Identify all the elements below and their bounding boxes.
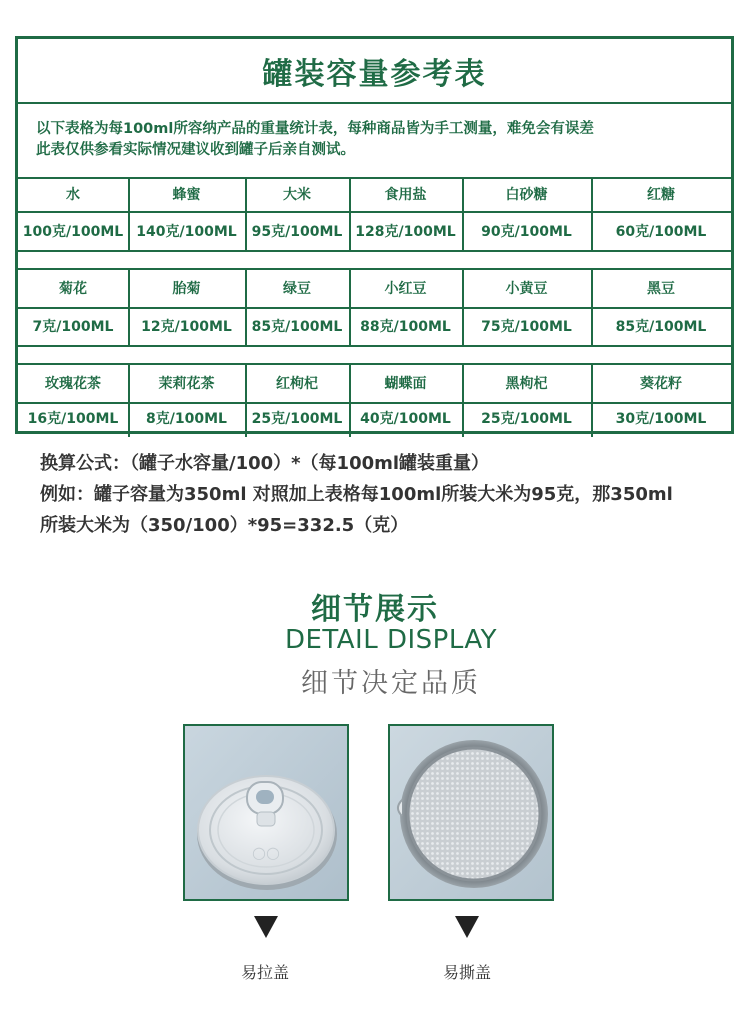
table-cell-name: 玫瑰花茶: [45, 375, 101, 392]
down-arrow-icon: [455, 916, 479, 938]
note-line-2: 此表仅供参看实际情况建议收到罐子后亲自测试。: [36, 142, 355, 158]
table-cell-name: 菊花: [59, 280, 87, 297]
table-cell-name: 黑枸杞: [505, 375, 548, 392]
svg-text:○○: ○○: [252, 843, 280, 862]
table-cell-value: 8克/100ML: [146, 411, 227, 427]
table-cell-value: 30克/100ML: [615, 411, 707, 427]
table-cell-name: 葵花籽: [640, 375, 682, 392]
table-cell-value: 40克/100ML: [360, 411, 451, 427]
pull-ring-lid-image: [183, 724, 349, 901]
divider: [18, 250, 731, 252]
capacity-table: [15, 36, 734, 434]
section-title: 细节展示: [311, 592, 439, 627]
table-cell-name: 蝴蝶面: [384, 375, 427, 392]
section-subtitle: 细节决定品质: [301, 668, 481, 699]
table-cell-name: 白砂糖: [505, 187, 548, 203]
table-cell-value: 100克/100ML: [22, 223, 124, 240]
table-cell-value: 12克/100ML: [141, 319, 232, 335]
down-arrow-icon: [254, 916, 278, 938]
table-cell-value: 88克/100ML: [360, 319, 451, 335]
formula-line-3: 所装大米为（350/100）*95=332.5（克）: [40, 515, 409, 536]
note-line-1: 以下表格为每100ml所容纳产品的重量统计表，每种商品皆为手工测量，难免会有误差: [36, 121, 594, 137]
table-cell-value: 60克/100ML: [615, 223, 707, 240]
table-cell-value: 85克/100ML: [251, 319, 343, 335]
table-cell-name: 胎菊: [172, 280, 201, 297]
table-cell-name: 小黄豆: [505, 280, 548, 297]
table-cell-value: 95克/100ML: [251, 223, 343, 240]
table-cell-value: 90克/100ML: [481, 223, 572, 240]
divider: [18, 345, 731, 347]
table-cell-name: 食用盐: [384, 187, 427, 203]
table-cell-name: 红糖: [647, 187, 675, 203]
table-cell-name: 蜂蜜: [172, 187, 201, 203]
table-cell-value: 85克/100ML: [615, 319, 707, 335]
table-cell-name: 小红豆: [384, 280, 427, 297]
product-caption: 易拉盖: [240, 963, 289, 982]
table-cell-name: 茉莉花茶: [158, 375, 215, 392]
table-title: 罐装容量参考表: [262, 56, 487, 92]
table-cell-value: 7克/100ML: [32, 319, 114, 335]
table-note: [36, 119, 726, 161]
table-cell-value: 75克/100ML: [481, 319, 572, 335]
table-cell-name: 绿豆: [283, 280, 311, 297]
table-cell-name: 水: [66, 187, 80, 203]
table-cell-name: 黑豆: [647, 280, 675, 297]
table-cell-value: 16克/100ML: [27, 411, 119, 427]
table-cell-value: 25克/100ML: [251, 411, 343, 427]
section-title-en: DETAIL DISPLAY: [284, 625, 498, 655]
divider: [18, 102, 731, 104]
table-cell-value: 140克/100ML: [136, 223, 237, 240]
table-cell-name: 红枸杞: [276, 375, 318, 392]
table-cell-value: 128克/100ML: [355, 223, 456, 240]
formula-line-1: 换算公式：（罐子水容量/100）*（每100ml罐装重量）: [40, 453, 490, 474]
formula-line-2: 例如：罐子容量为350ml 对照加上表格每100ml所装大米为95克，那350ml: [40, 484, 673, 505]
product-caption: 易撕盖: [442, 963, 491, 982]
table-cell-value: 25克/100ML: [481, 411, 572, 427]
table-cell-name: 大米: [283, 187, 311, 203]
peel-off-lid-image: [388, 724, 554, 901]
